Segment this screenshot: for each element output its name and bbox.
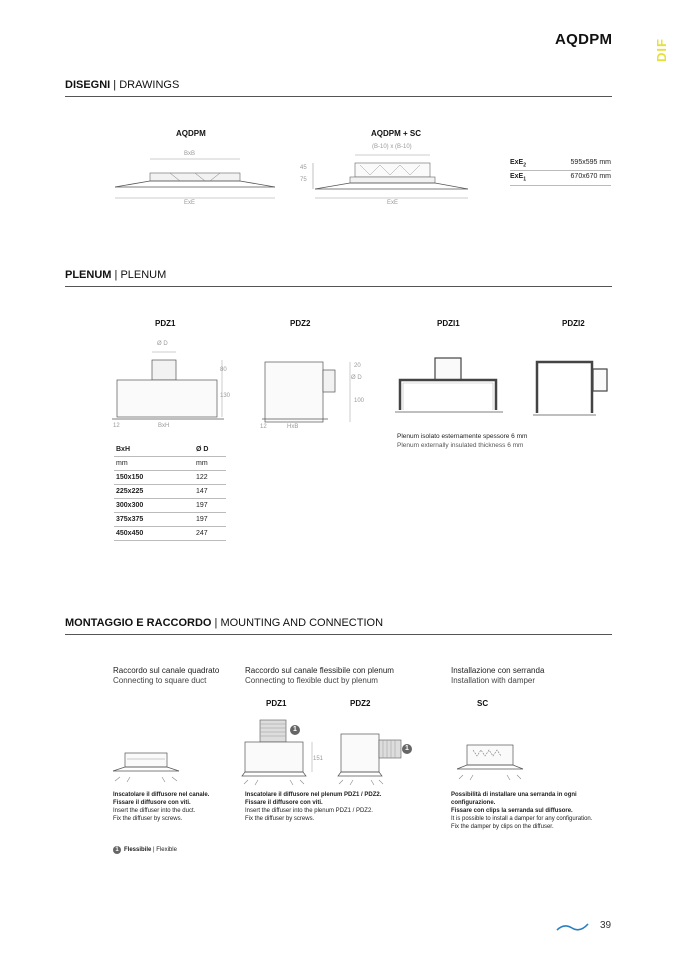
divider xyxy=(65,634,612,635)
flexible-badge-icon: 1 xyxy=(113,846,121,854)
pdz1-dim-d: Ø D xyxy=(157,341,168,347)
table-row: 300x300 197 xyxy=(114,499,226,513)
flexible-badge-icon: 1 xyxy=(290,725,300,735)
mount-sc-label: SC xyxy=(477,699,489,708)
pdzi2-drawing xyxy=(530,355,625,425)
insulated-note-it: Plenum isolato esternamente spessore 6 mm xyxy=(397,433,528,440)
col3-note: Possibilità di installare una serranda in ogni configurazione. Fissare con clips la serranda sul diffusore. It is possible to install a damper for any configuration. Fix the damper by clips on the diffuser. xyxy=(451,792,593,830)
flexible-badge-icon: 1 xyxy=(402,744,412,754)
pdz1-dim-130: 130 xyxy=(220,393,231,399)
insulated-note xyxy=(397,432,527,450)
col3-title: Installazione con serranda Installation with damper xyxy=(451,666,545,685)
mount-pdz1-label: PDZ1 xyxy=(266,699,287,708)
fig1-top-dim: BxB xyxy=(184,151,196,157)
flexible-pdz1-drawing xyxy=(240,718,320,788)
pdzi2-label: PDZI2 xyxy=(562,319,585,328)
fig1-bottom-dim: ExE xyxy=(184,200,196,206)
pdz2-dim-d: Ø D xyxy=(351,375,362,381)
plenum-heading: PLENUM | PLENUM xyxy=(65,269,167,281)
pdz1-dim-12: 12 xyxy=(113,423,120,429)
pdzi1-drawing xyxy=(395,355,505,425)
section-tab: DIF xyxy=(654,38,669,62)
table-row: 225x225 147 xyxy=(114,485,226,499)
plenum-size-table xyxy=(114,443,226,541)
flexible-pdz2-drawing xyxy=(335,728,420,788)
pdz1-label: PDZ1 xyxy=(155,319,176,328)
wave-logo-icon xyxy=(556,921,590,933)
table-row: 375x375 197 xyxy=(114,513,226,527)
pdz2-label: PDZ2 xyxy=(290,319,311,328)
fig2-bottom-dim: ExE xyxy=(387,200,399,206)
square-duct-drawing xyxy=(110,745,185,785)
mounting-heading: MONTAGGIO E RACCORDO | MOUNTING AND CONNECTION xyxy=(65,617,384,629)
table-row: 150x150 122 xyxy=(114,471,226,485)
product-code: AQDPM xyxy=(555,31,613,48)
flexible-legend: 1 Flessibile | Flexible xyxy=(113,846,177,854)
pdz2-dim-20: 20 xyxy=(354,363,361,369)
drawings-heading: DISEGNI | DRAWINGS xyxy=(65,79,180,91)
pdz2-dim-12: 12 xyxy=(260,424,267,430)
fig2-top-dim: (B-10) x (B-10) xyxy=(372,144,412,150)
pdz2-dim-100: 100 xyxy=(354,398,365,404)
pdz2-drawing xyxy=(258,355,368,430)
fig-aqdpm-label: AQDPM xyxy=(176,129,206,138)
mount-pdz2-label: PDZ2 xyxy=(350,699,371,708)
fig2-dim-45: 45 xyxy=(300,165,307,171)
dim-151: 151 xyxy=(313,756,324,762)
divider xyxy=(65,286,612,287)
pdzi1-label: PDZI1 xyxy=(437,319,460,328)
insulated-note-en: Plenum externally insulated thickness 6 mm xyxy=(397,442,524,449)
table-row: 450x450 247 xyxy=(114,527,226,541)
size-table xyxy=(510,157,611,186)
pdz2-dim-hxb: HxB xyxy=(287,424,299,430)
divider xyxy=(65,96,612,97)
fig-aqdpm-sc-label: AQDPM + SC xyxy=(371,129,422,138)
table-units-row: mm mm xyxy=(114,457,226,471)
size-row: ExE$_1$ 670x670 mm xyxy=(510,171,611,185)
page-number: 39 xyxy=(600,920,612,931)
fig2-dim-75: 75 xyxy=(300,177,307,183)
pdz1-drawing xyxy=(112,335,237,430)
col2-note: Inscatolare il diffusore nel plenum PDZ1 / PDZ2. Fissare il diffusore con viti. Insert the diffuser into the plenum PDZ1 / PDZ2. Fix the diffuser by screws. xyxy=(245,792,382,822)
pdz1-dim-bxh: BxH xyxy=(158,423,170,429)
damper-drawing xyxy=(455,740,530,785)
col2-title: Raccordo sul canale flessibile con plenum Connecting to flexible duct by plenum xyxy=(245,666,394,685)
table-header-row: BxH Ø D xyxy=(114,443,226,457)
pdz1-dim-80: 80 xyxy=(220,367,227,373)
col1-title: Raccordo sul canale quadrato Connecting to square duct xyxy=(113,666,220,685)
col1-note: Inscatolare il diffusore nel canale. Fissare il diffusore con viti. Insert the diffuser into the duct. Fix the diffuser by screws. xyxy=(113,792,210,822)
size-row: ExE$_2$ 595x595 mm xyxy=(510,157,611,171)
